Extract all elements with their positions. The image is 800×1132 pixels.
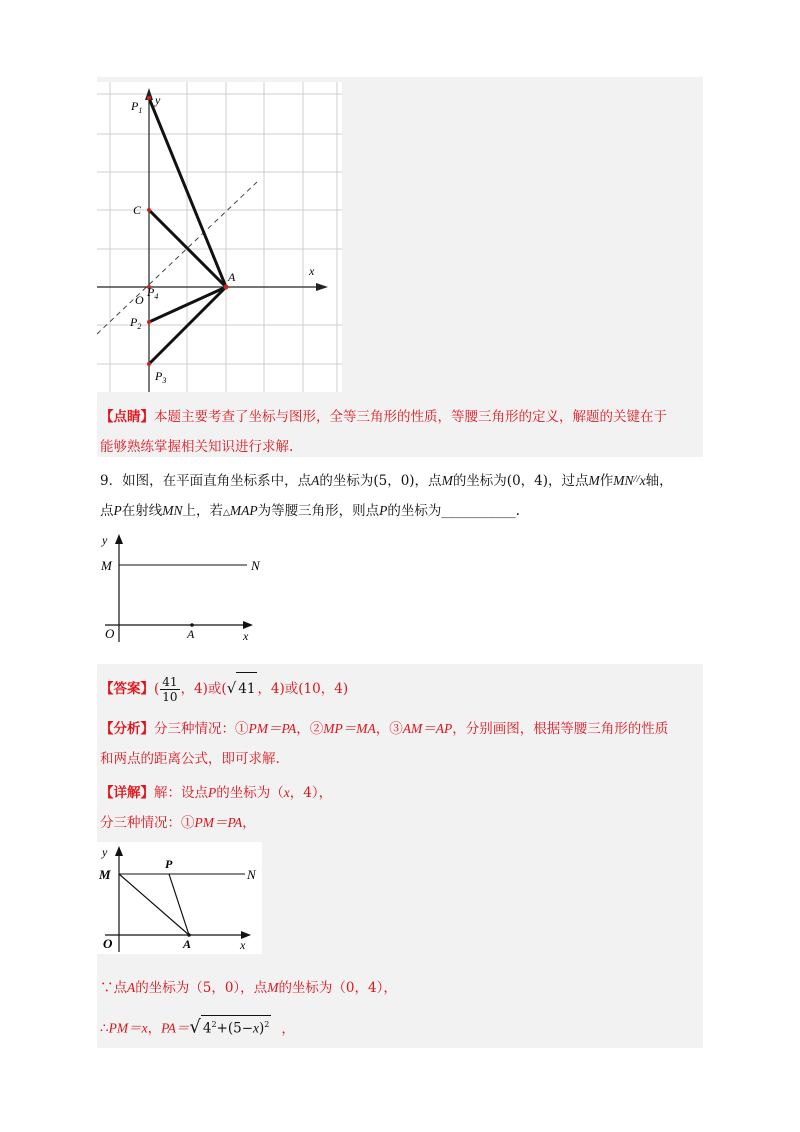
- comment-tag: 【点睛】: [100, 409, 154, 425]
- fig1-a-label: A: [228, 270, 236, 284]
- fig2-y-label: y: [102, 533, 108, 547]
- answer-sqrt: 41: [236, 672, 257, 705]
- because-line: ∵点A的坐标为（5，0），点M的坐标为（0，4），: [100, 980, 397, 996]
- analysis-line-2: 和两点的距离公式，即可求解.: [100, 751, 280, 767]
- therefore-line: ∴PM＝x，PA＝√ $4^2+(5-x)^2$ ，: [100, 1016, 295, 1038]
- figure-1-coordinate-grid: [97, 82, 342, 392]
- fig1-p1-label: $P_1$: [131, 99, 143, 115]
- comment-line-2: 能够熟练掌握相关知识进行求解.: [100, 439, 294, 455]
- fig2-n-label: N: [251, 558, 260, 573]
- answer-tag: 【答案】: [100, 681, 154, 697]
- fig3-p-label: P: [165, 857, 173, 871]
- distance-formula: $4^2+(5-x)^2$: [201, 1015, 272, 1038]
- sqrt-sign: √: [189, 1016, 201, 1038]
- fig1-p2-label: $P_2$: [130, 315, 142, 331]
- fig3-n-label: N: [247, 867, 256, 882]
- question-line-2: 点P在射线MN上，若△MAP为等腰三角形，则点P的坐标为___________.: [100, 503, 520, 519]
- figure-3-case-pm-pa: [97, 842, 262, 954]
- comment-line-1: [100, 408, 667, 426]
- fig1-y-label: y: [155, 93, 161, 107]
- fig2-x-label: x: [243, 629, 249, 643]
- fig3-y-label: y: [102, 845, 108, 859]
- fig1-c-label: C: [133, 203, 142, 217]
- fig2-o-label: O: [105, 626, 115, 641]
- detail-line-1: 【详解】解：设点P的坐标为（x，4），: [100, 785, 333, 801]
- analysis-tag: 【分析】: [100, 721, 154, 737]
- detail-tag: 【详解】: [100, 785, 154, 801]
- comment-text-1: 本题主要考查了坐标与图形，全等三角形的性质，等腰三角形的定义，解题的关键在于: [154, 409, 667, 425]
- fig1-o-label: O: [135, 293, 144, 307]
- analysis-line-1: 【分析】分三种情况：①PM＝PA，②MP＝MA，③AM＝AP，分别画图，根据等腰三角形的性质: [100, 721, 669, 737]
- fig3-o-label: O: [103, 936, 113, 951]
- answer-blank: ___________: [441, 503, 516, 519]
- question-line-1: 9．如图，在平面直角坐标系中，点A的坐标为(5，0)，点M的坐标为(0，4)，过点M作MN//x轴，: [100, 473, 673, 489]
- fig3-m-label: M: [99, 867, 111, 882]
- fig3-x-label: x: [240, 938, 246, 952]
- fig3-a-label: A: [183, 937, 192, 951]
- fig1-p3-label: $P_3$: [155, 369, 167, 385]
- answer-line: 【答案】( $\frac{41}{10}$ ，4)或(√ 41 ，4)或(10，4): [100, 672, 348, 705]
- detail-line-2: 分三种情况：①PM＝PA，: [100, 815, 256, 831]
- answer-fraction: $\frac{41}{10}$: [162, 675, 178, 704]
- fig2-m-label: M: [101, 558, 112, 573]
- fig2-a-label: A: [187, 627, 195, 641]
- fig1-x-label: x: [309, 264, 315, 278]
- fig1-p4-label: $P_4$: [147, 285, 159, 301]
- figure-2-axes: [97, 530, 277, 645]
